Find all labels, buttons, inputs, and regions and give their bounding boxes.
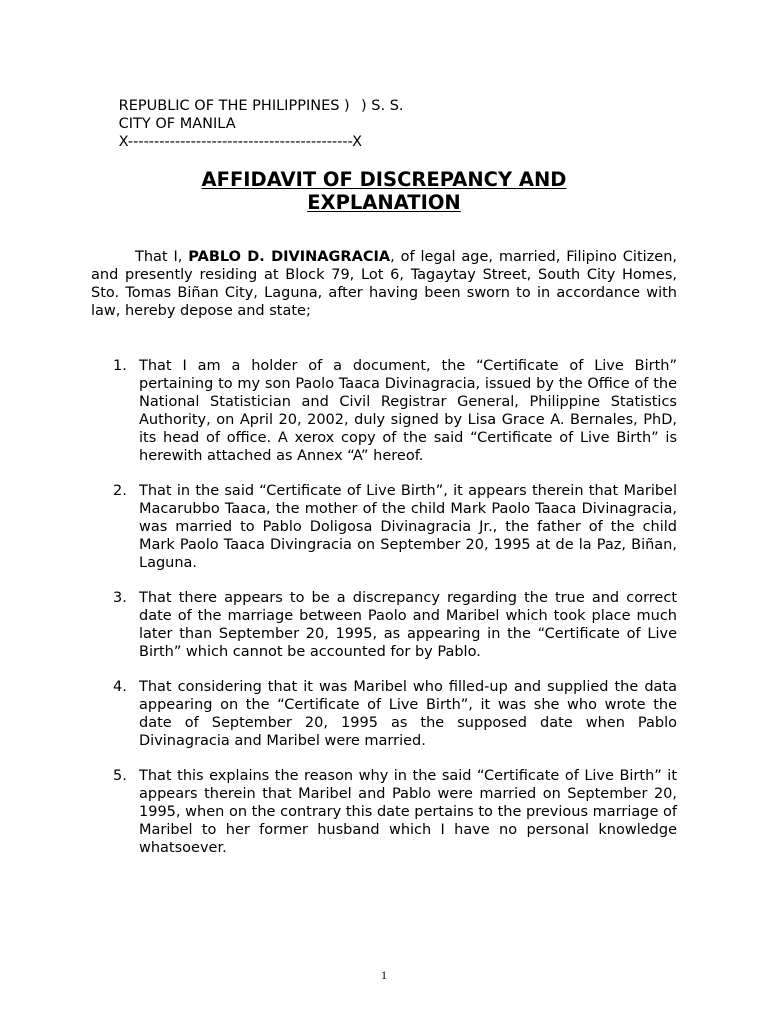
statement-item: [91, 357, 677, 465]
statement-item: [91, 678, 677, 750]
statement-number: 4.: [113, 679, 127, 695]
statement-item: [91, 767, 677, 857]
statement-text: That I am a holder of a document, the “Certificate of Live Birth” pertaining to my son Paolo Taaca Divinagracia, issued by the Office of the National Statistician and Civil Registrar General, Philippine Statistics Authority, on April 20, 2002, duly signed by Lisa Grace A. Bernales, PhD, its head of office. A xerox copy of the said “Certificate of Live Birth” is herewith attached as Annex “A” hereof.: [139, 358, 677, 464]
statement-number: 3.: [113, 590, 127, 606]
caption-city-text: CITY OF MANILA: [118, 116, 236, 132]
statement-text: That there appears to be a discrepancy regarding the true and correct date of the marriage between Paolo and Maribel which took place much later than September 20, 1995, as appearing in the “Certificate of Live Birth” which cannot be accounted for by Pablo.: [139, 590, 677, 660]
caption-republic-text: REPUBLIC OF THE PHILIPPINES ): [118, 98, 350, 114]
intro-prefix: That I,: [135, 249, 189, 265]
caption-ss-text: ) S. S.: [361, 98, 404, 114]
caption-separator-text: X-------------------------------------------X: [118, 134, 363, 150]
caption-line-city: [91, 97, 404, 132]
title-line-2: EXPLANATION: [307, 191, 461, 214]
statement-item: [91, 589, 677, 661]
title-line-1: AFFIDAVIT OF DISCREPANCY AND: [201, 168, 567, 191]
page-number: 1: [381, 968, 387, 982]
statement-text: That this explains the reason why in the said “Certificate of Live Birth” it appears therein that Maribel and Pablo were married on September 20, 1995, when on the contrary this date pertains to the previous marriage of Maribel to her former husband which I have no personal knowledge whatsoever.: [139, 768, 677, 856]
caption-line-separator: [91, 115, 363, 150]
statement-number: 2.: [113, 483, 127, 499]
statement-item: [91, 482, 677, 572]
statement-text: That considering that it was Maribel who filled-up and supplied the data appearing on the “Certificate of Live Birth”, it was she who wrote the date of September 20, 1995 as the supposed date when Pablo Divinagracia and Maribel were married.: [139, 679, 677, 749]
intro-paragraph: [91, 248, 677, 320]
intro-suffix: , of legal age, married, Filipino Citizen, and presently residing at Block 79, Lot 6, Tagaytay Street, South City Homes, Sto. Tomas Biñan City, Laguna, after having been sworn to in accordance with law, hereby depose and state;: [91, 249, 677, 319]
statement-number: 1.: [113, 358, 127, 374]
document-title: [91, 168, 677, 214]
statement-number: 5.: [113, 768, 127, 784]
statement-text: That in the said “Certificate of Live Birth”, it appears therein that Maribel Macarubbo Taaca, the mother of the child Mark Paolo Taaca Divinagracia, was married to Pablo Doligosa Divinagracia Jr., the father of the child Mark Paolo Taaca Divingracia on September 20, 1995 at de la Paz, Biñan, Laguna.: [139, 483, 677, 571]
affiant-name: PABLO D. DIVINAGRACIA: [188, 249, 391, 265]
venue-caption: [91, 79, 404, 150]
caption-line-republic: [91, 79, 362, 114]
numbered-statements: [91, 357, 677, 874]
